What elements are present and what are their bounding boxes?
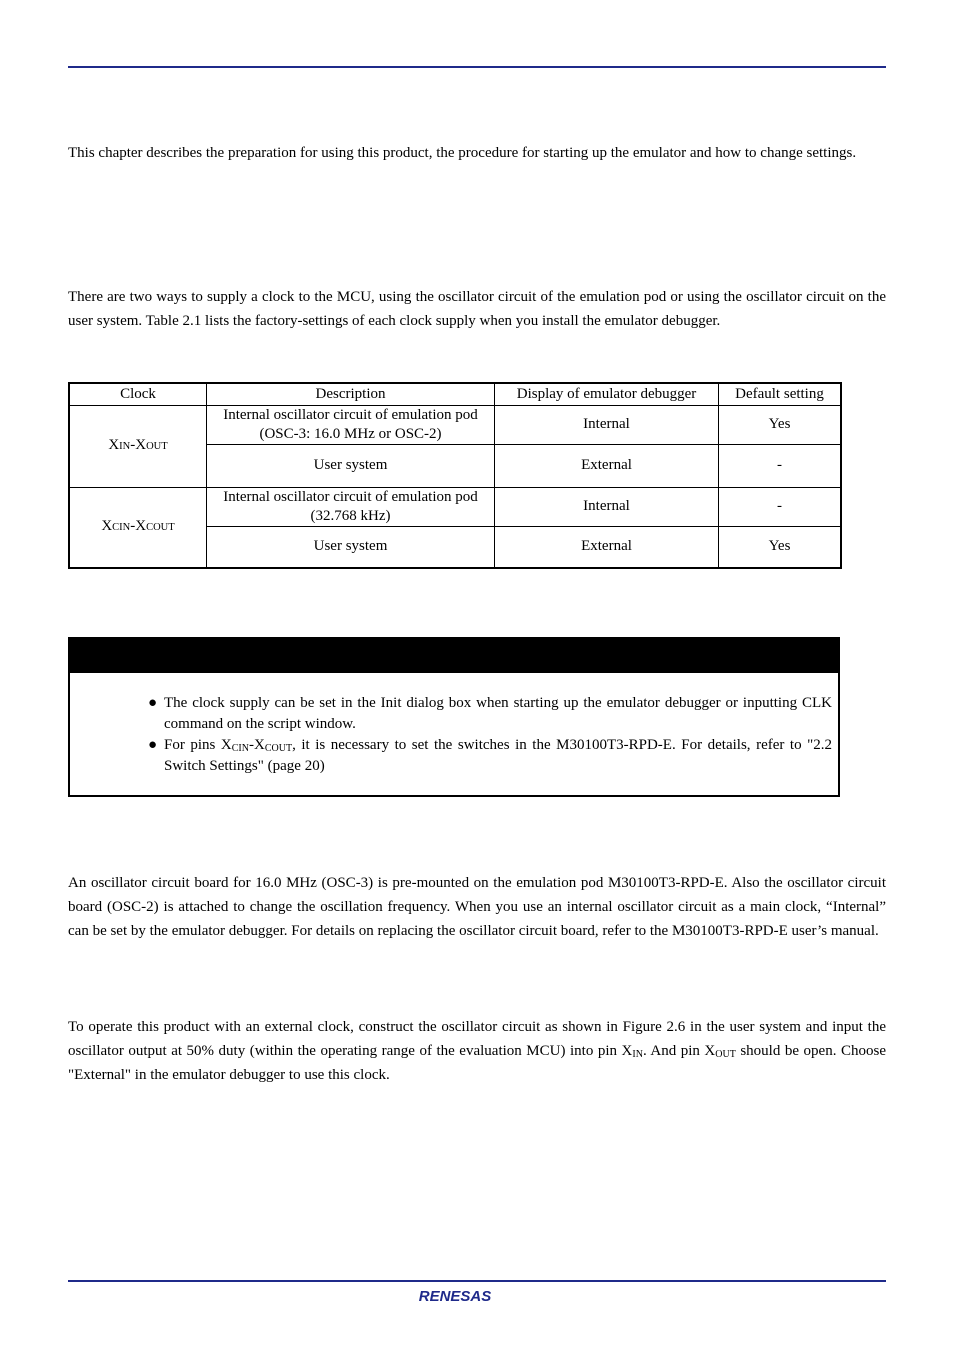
table-cell-description: Internal oscillator circuit of emulation pod (32.768 kHz) [207,487,495,526]
table-cell-description: Internal oscillator circuit of emulation pod (OSC-3: 16.0 MHz or OSC-2) [207,405,495,444]
renesas-logo [400,1286,510,1306]
col-header-display: Display of emulator debugger [495,383,719,405]
header-rule [68,66,886,68]
note-box [68,637,840,797]
note-body [148,693,832,777]
table-cell-display: Internal [495,487,719,526]
col-header-default: Default setting [719,383,842,405]
table-cell-description: User system [207,526,495,568]
table-cell-description: User system [207,444,495,487]
svg-text:RENESAS: RENESAS [418,1288,492,1305]
note-item: ● For pins $X_{CIN}-X_{COUT}$, it is necessary to set the switches in the M30100T3-RPD-E. For details, refer to "2.2 Switch Settings" (page 20) [148,735,832,777]
bullet-icon: ● [148,737,158,753]
table-cell-default: Yes [719,526,842,568]
table-cell-display: External [495,444,719,487]
table-cell-display: External [495,526,719,568]
table-cell-default: Yes [719,405,842,444]
external-oscillator-paragraph: To operate this product with an external clock, construct the oscillator circuit as shown in Figure 2.6 in the user system and input the oscillator output at 50% duty (within the operating range of the evaluation MCU) into pin $X_{IN}$. And pin $X_{OUT}$ should be open. Choose "External" in the emulator debugger to use this clock. [68,1019,886,1083]
internal-oscillator-paragraph: An oscillator circuit board for 16.0 MHz (OSC-3) is pre-mounted on the emulation pod M30100T3-RPD-E. Also the oscillator circuit board (OSC-2) is attached to change the oscillation frequency. When you use an internal oscillator circuit as a main clock, “Internal” can be set by the emulator debugger. For details on replacing the oscillator circuit board, refer to the M30100T3-RPD-E user’s manual. [68,875,886,939]
clock-settings-table [68,382,842,569]
intro-paragraph: This chapter describes the preparation for using this product, the procedure for starting up the emulator and how to change settings. [68,145,857,161]
footer-rule [68,1280,886,1282]
bullet-icon: ● [148,695,158,711]
col-header-description: Description [207,383,495,405]
table-cell-display: Internal [495,405,719,444]
clock-xin-xout: XIN-XOUT [69,405,207,487]
clock-supply-paragraph: There are two ways to supply a clock to the MCU, using the oscillator circuit of the emulation pod or using the oscillator circuit on the user system. Table 2.1 lists the factory-settings of each clock supply when you install the emulator debugger. [68,289,886,329]
note-item: ● The clock supply can be set in the Init dialog box when starting up the emulator debugger or inputting CLK command on the script window. [148,693,832,735]
table-cell-default: - [719,444,842,487]
table-cell-default: - [719,487,842,526]
note-header-bar [70,639,838,673]
col-header-clock: Clock [69,383,207,405]
clock-xcin-xcout: XCIN-XCOUT [69,487,207,568]
